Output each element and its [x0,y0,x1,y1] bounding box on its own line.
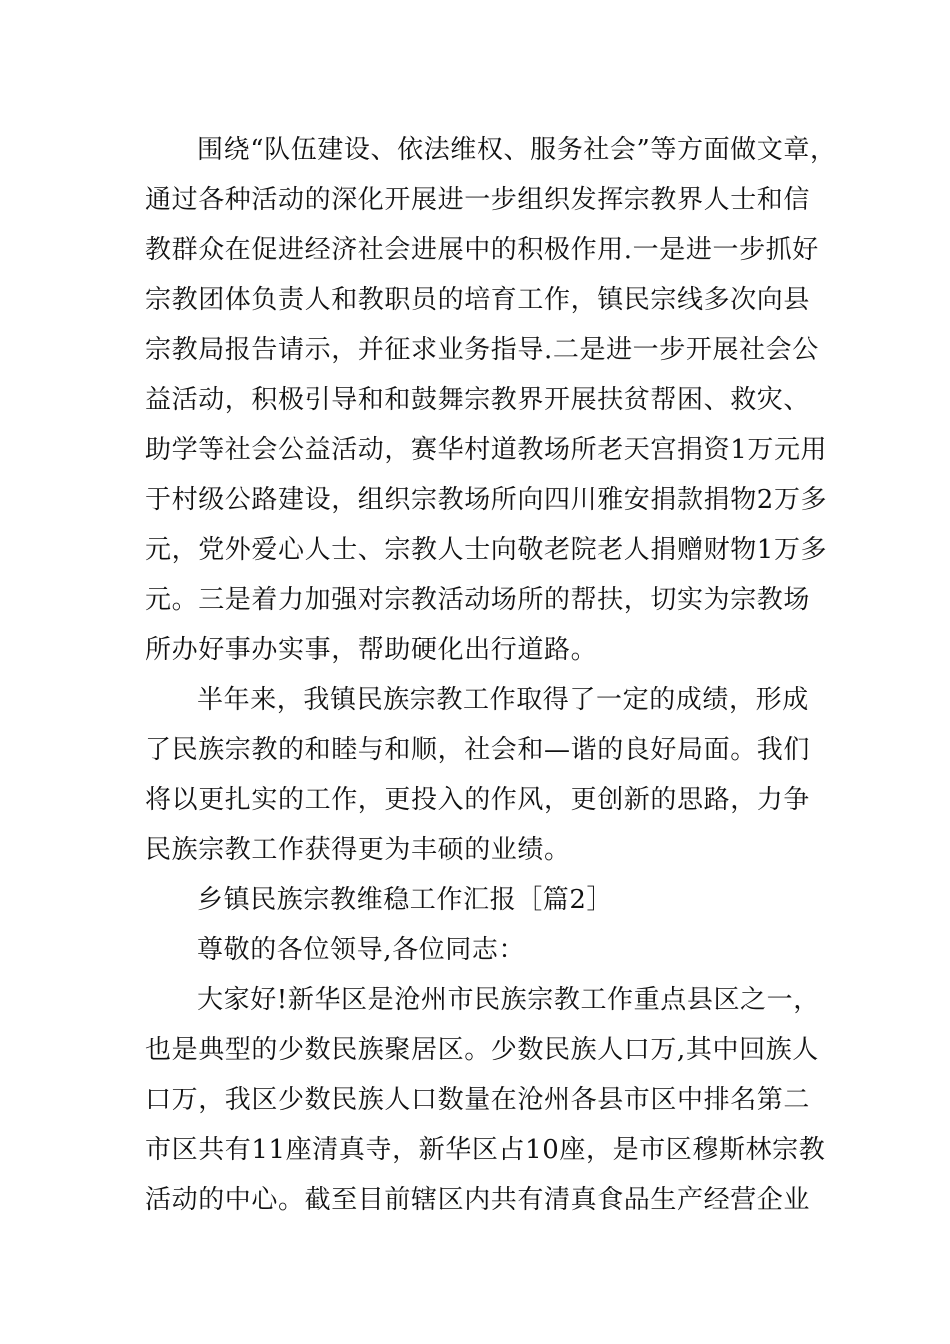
text-line: 于村级公路建设，组织宗教场所向四川雅安捐款捐物2万多 [145,485,828,515]
text-line: 市区共有11座清真寺，新华区占10座，是市区穆斯林宗教 [145,1135,826,1165]
text-line: 活动的中心。截至目前辖区内共有清真食品生产经营企业 [145,1185,811,1215]
text-line: 助学等社会公益活动，赛华村道教场所老天宫捐资1万元用 [145,435,828,465]
text-line: 口万，我区少数民族人口数量在沧州各县市区中排名第二 [145,1085,811,1115]
text-line: 所办好事办实事，帮助硬化出行道路。 [145,635,598,665]
text-line: 也是典型的少数民族聚居区。少数民族人口万,其中回族人 [145,1035,819,1065]
text-line: 元，党外爱心人士、宗教人士向敬老院老人捐赠财物1万多 [145,535,828,565]
text-line: 围绕“队伍建设、依法维权、服务社会”等方面做文章， [197,135,837,165]
text-line: 了民族宗教的和睦与和顺，社会和—谐的良好局面。我们 [145,735,811,765]
text-line: 教群众在促进经济社会进展中的积极作用.一是进一步抓好 [145,235,819,265]
text-line: 益活动，积极引导和和鼓舞宗教界开展扶贫帮困、救灾、 [145,385,811,415]
text-line: 将以更扎实的工作，更投入的作风，更创新的思路，力争 [145,785,811,815]
text-line: 宗教团体负责人和教职员的培育工作，镇民宗线多次向县 [145,285,811,315]
text-line: 通过各种活动的深化开展进一步组织发挥宗教界人士和信 [145,185,811,215]
salutation: 尊敬的各位领导,各位同志： [197,935,526,965]
text-line: 大家好!新华区是沧州市民族宗教工作重点县区之一， [197,985,820,1015]
text-line: 元。三是着力加强对宗教活动场所的帮扶，切实为宗教场 [145,585,811,615]
text-line: 民族宗教工作获得更为丰硕的业绩。 [145,835,571,865]
text-line: 半年来，我镇民族宗教工作取得了一定的成绩，形成 [197,685,809,715]
section-heading: 乡镇民族宗教维稳工作汇报［篇2］ [197,885,614,915]
text-line: 宗教局报告请示，并征求业务指导.二是进一步开展社会公 [145,335,819,365]
